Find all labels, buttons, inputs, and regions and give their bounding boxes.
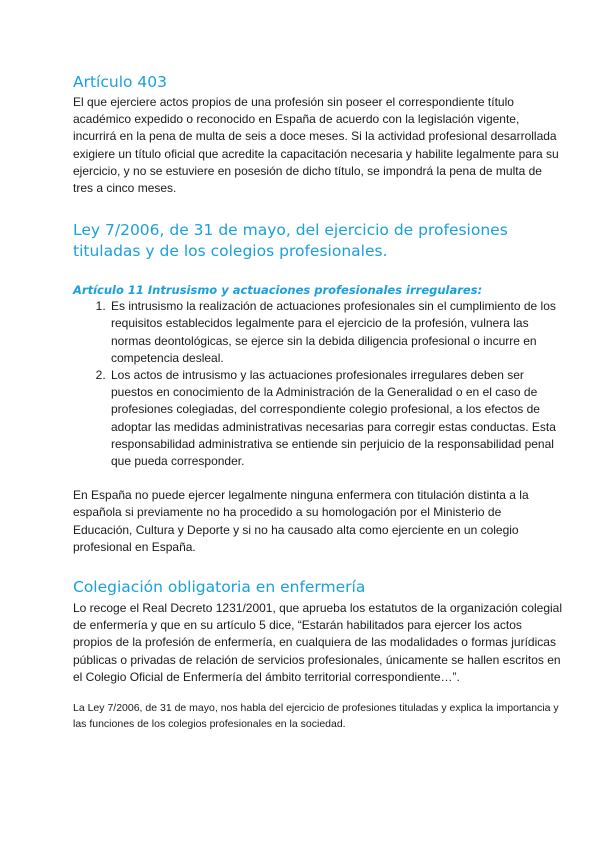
article-403-body: El que ejerciere actos propios de una profesión sin poseer el correspondiente título académico expedido o reconocido en España de acuerdo con la legislación vigente, incurrirá en la pena de multa de seis a doce meses. Si la actividad profesional desarrollada exigiere un título oficial que acredite la capacitación necesaria y habilite legalmente para su ejercicio, y no se estuviere en posesión de dicho título, se impondrá la pena de multa de tres a cinco meses. [73,95,559,196]
list-item: 2. Los actos de intrusismo y las actuaciones profesionales irregulares deben ser puestos en conocimiento de la Administración de la Generalidad o en el caso de profesiones colegiadas, del correspondiente colegio profesional, a los efectos de adoptar las medidas administrativas necesarias para corregir estas conductas. Esta responsabilidad administrativa se entiende sin perjuicio de la responsabilidad penal que pueda corresponder. [109,367,563,470]
colegiacion-body: Lo recoge el Real Decreto 1231/2001, que aprueba los estatutos de la organización colegial de enfermería y que en su artículo 5 dice, “Estarán habilitados para ejercer los actos propios de la profesión de enfermería, en cualquiera de las modalidades o formas jurídicas públicas o privadas de relación de servicios profesionales, únicamente se hallen escritos en el Colegio Oficial de Enfermería del ámbito territorial correspondiente…”. [73,601,562,684]
article-11-heading: Artículo 11 Intrusismo y actuaciones profesionales irregulares: [73,283,483,298]
document-page [73,72,563,732]
homologation-paragraph: En España no puede ejercer legalmente ninguna enfermera con titulación distinta a la española si previamente no ha procedido a su homologación por el Ministerio de Educación, Cultura y Deporte y si no ha causado alta como ejerciente en un colegio profesional en España. [73,488,529,554]
colegiacion-heading: Colegiación obligatoria en enfermería [73,578,366,597]
law-heading: Ley 7/2006, de 31 de mayo, del ejercicio de profesiones tituladas y de los colegios profesionales. [73,221,508,261]
closing-note: La Ley 7/2006, de 31 de mayo, nos habla del ejercicio de profesiones tituladas y explica la importancia y las funciones de los colegios profesionales en la sociedad. [73,702,559,731]
article-11-list [73,298,563,470]
list-item: 1. Es intrusismo la realización de actuaciones profesionales sin el cumplimiento de los requisitos establecidos legalmente para el ejercicio de la profesión, vulnera las normas deontológicas, se ejerce sin la debida diligencia profesional o incurre en competencia desleal. [109,298,563,367]
article-403-heading: Artículo 403 [73,73,168,91]
